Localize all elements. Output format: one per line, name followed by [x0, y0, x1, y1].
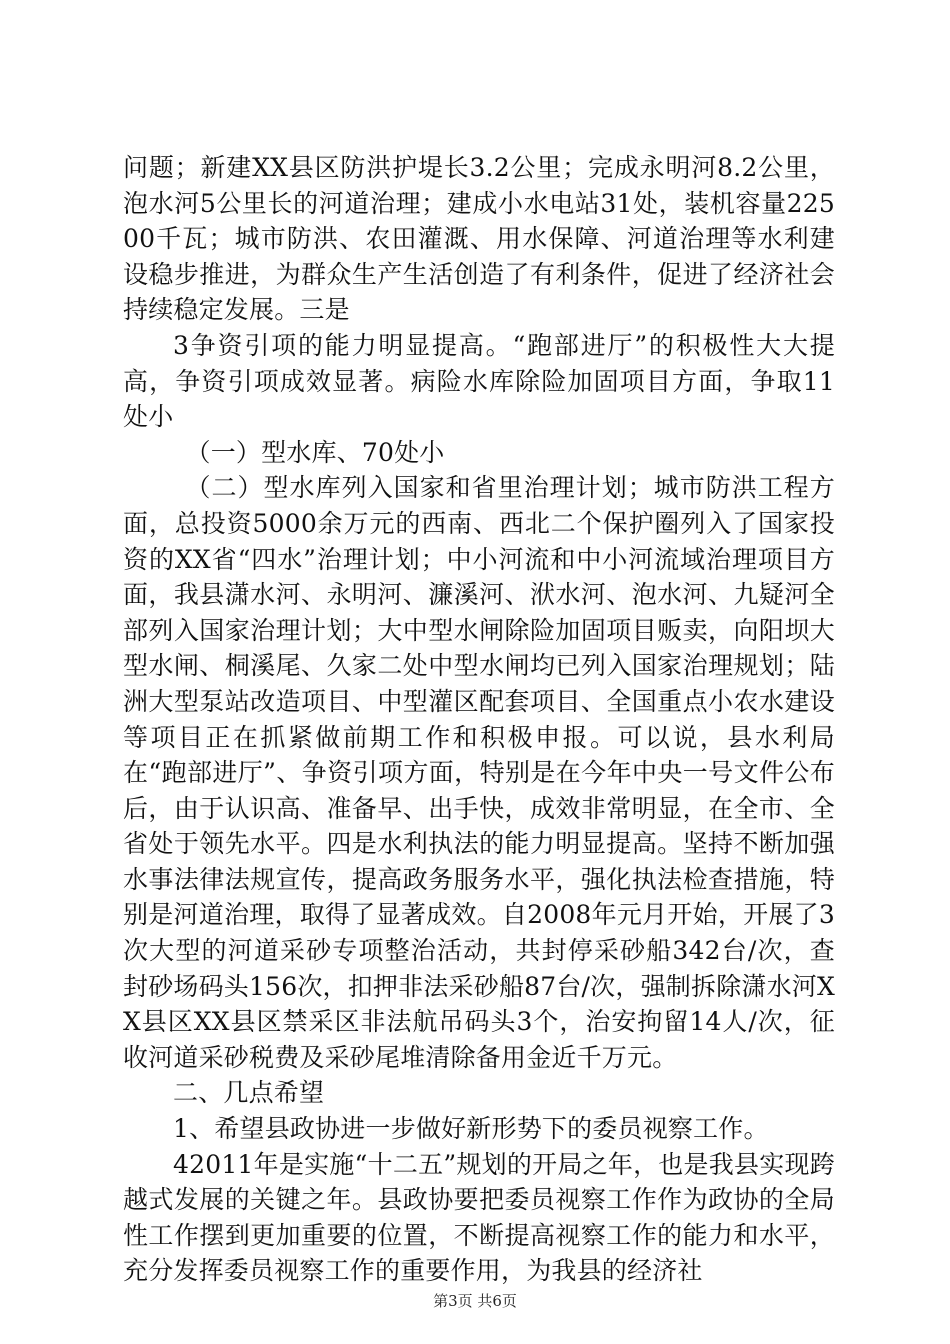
paragraph-5: 1、希望县政协进一步做好新形势下的委员视察工作。	[173, 1114, 769, 1144]
paragraph-6: 42011年是实施“十二五”规划的开局之年，也是我县实现跨越式发展的关键之年。县政协要把委员视察工作作为政协的全局性工作摆到更加重要的位置，不断提高视察工作的能力和水平，充分发挥委员视察工作的重要作用，为我县的经济社	[123, 1149, 835, 1286]
section-heading: 二、几点希望	[173, 1078, 325, 1108]
paragraph-2: 3争资引项的能力明显提高。“跑部进厅”的积极性大大提高，争资引项成效显著。病险水库除险加固项目方面，争取11处小	[123, 330, 835, 432]
paragraph-1: 问题；新建XX县区防洪护堤长3.2公里；完成永明河8.2公里，泡水河5公里长的河道治理；建成小水电站31处，装机容量22500千瓦；城市防洪、农田灌溉、用水保障、河道治理等水利建设稳步推进，为群众生产生活创造了有利条件，促进了经济社会持续稳定发展。三是	[123, 153, 835, 325]
document-body	[123, 150, 835, 1289]
page-footer: 第3页 共6页	[433, 1292, 517, 1310]
paragraph-3: （一）型水库、70处小	[185, 437, 445, 467]
paragraph-4: （二）型水库列入国家和省里治理计划；城市防洪工程方面，总投资5000余万元的西南、西北二个保护圈列入了国家投资的XX省“四水”治理计划；中小河流和中小河流域治理项目方面，我县潇水河、永明河、濂溪河、洑水河、泡水河、九疑河全部列入国家治理计划；大中型水闸除险加固项目贩卖，向阳坝大型水闸、桐溪尾、久家二处中型水闸均已列入国家治理规划；陆洲大型泵站改造项目、中型灌区配套项目、全国重点小农水建设等项目正在抓紧做前期工作和积极申报。可以说，县水利局在“跑部进厅”、争资引项方面，特别是在今年中央一号文件公布后，由于认识高、准备早、出手快，成效非常明显，在全市、全省处于领先水平。四是水利执法的能力明显提高。坚持不断加强水事法律法规宣传，提高政务服务水平，强化执法检查措施，特别是河道治理，取得了显著成效。自2008年元月开始，开展了3次大型的河道采砂专项整治活动，共封停采砂船342台/次，查封砂场码头156次，扣押非法采砂船87台/次，强制拆除潇水河XX县区XX县区禁采区非法航吊码头3个，治安拘留14人/次，征收河道采砂税费及采砂尾堆清除备用金近千万元。	[123, 473, 835, 1072]
